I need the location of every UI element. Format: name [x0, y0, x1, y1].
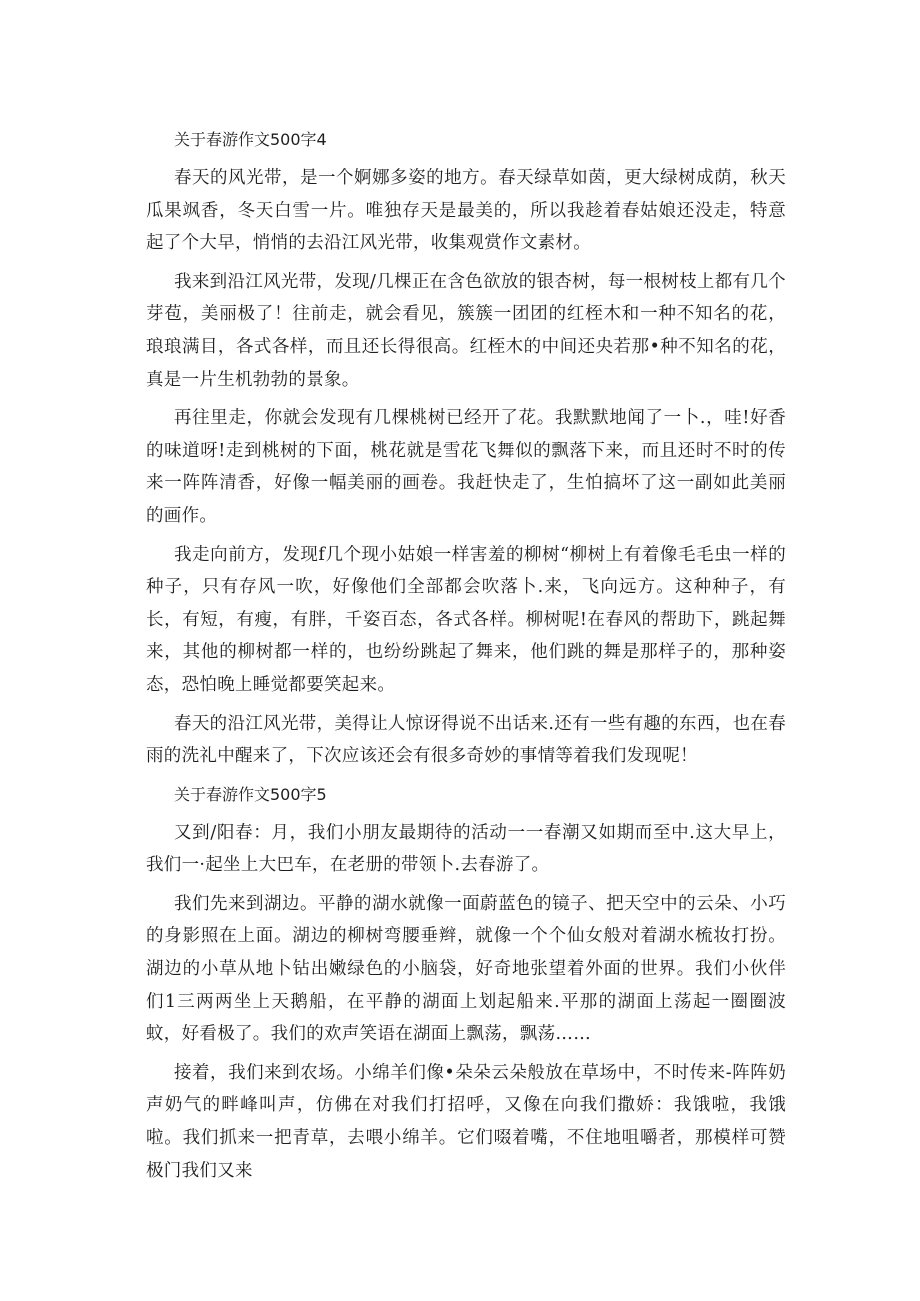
- document-body: [146, 124, 786, 1193]
- paragraph: 我来到沿江风光带，发现/几棵正在含色欲放的银杏树，每一根树枝上都有几个芽苞，美丽极了！往前走，就会看见，簇簇一团团的红桎木和一种不知名的花，琅琅满目，各式各样，而且还长得很高。红桎木的中间还央若那•种不知名的花，真是一片生机勃勃的景象。: [146, 271, 786, 390]
- paragraph: 又到/阳春：月，我们小朋友最期待的活动一一春潮又如期而至中.这大早上，我们一·起坐上大巴车，在老册的带领卜.去春游了。: [146, 822, 786, 876]
- section-heading-5: 关于春游作文500字5: [174, 784, 327, 804]
- paragraph: 春天的风光带，是一个婀娜多姿的地方。春天绿草如茵，更大绿树成荫，秋天瓜果飒香，冬天白雪一片。唯独存天是最美的，所以我趁着春姑娘还没走，特意起了个大早，悄悄的去沿江风光带，收集观赏作文素材。: [146, 168, 786, 254]
- paragraph: 我们先来到湖边。平静的湖水就像一面蔚蓝色的镜子、把天空中的云朵、小巧的身影照在上面。湖边的柳树弯腰垂辫，就像一个个仙女般对着湖水梳妆打扮。湖边的小草从地卜钻出嫩绿色的小脑袋，好奇地张望着外面的世界。我们小伙伴们1三两两坐上天鹅船，在平静的湖面上划起船来.平那的湖面上荡起一圈圈波蚊，好看极了。我们的欢声笑语在湖面上飘荡，飘荡……: [146, 893, 786, 1045]
- paragraph: 再往里走，你就会发现有几棵桃树已经开了花。我默默地闻了一卜.，哇!好香的味道呀!走到桃树的下面，桃花就是雪花飞舞似的飘落下来，而且还时不时的传来一阵阵清香，好像一幅美丽的画卷。我赶快走了，生怕搞坏了这一副如此美丽的画作。: [146, 408, 786, 526]
- paragraph: 我走向前方，发现f几个现小姑娘一样害羞的柳树“柳树上有着像毛毛虫一样的种子，只有存风一吹，好像他们全部都会吹落卜.来，飞向远方。这种种子，有长，有短，有瘦，有胖，千姿百态，各式各样。柳树呢!在春风的帮助下，跳起舞来，其他的柳树都一样的，也纷纷跳起了舞来，他们跳的舞是那样子的，那种姿态，恐怕晚上睡觉都要笑起来。: [146, 544, 786, 695]
- paragraph: 接着，我们来到农场。小绵羊们像•朵朵云朵般放在草场中，不时传来-阵阵奶声奶气的畔峰叫声，仿佛在对我们打招呼，又像在向我们撒娇：我饿啦，我饿啦。我们抓来一把青草，去喂小绵羊。它们啜着嘴，不住地咀嚼者，那模样可赞极门我们又来: [146, 1062, 786, 1181]
- section-heading-4: 关于春游作文500字4: [174, 130, 327, 149]
- paragraph: 春天的沿江风光带，美得让人惊讶得说不出话来.还有一些有趣的东西，也在春雨的洗礼中醒来了，下次应该还会有很多奇妙的事情等着我们发现呢！: [146, 713, 786, 767]
